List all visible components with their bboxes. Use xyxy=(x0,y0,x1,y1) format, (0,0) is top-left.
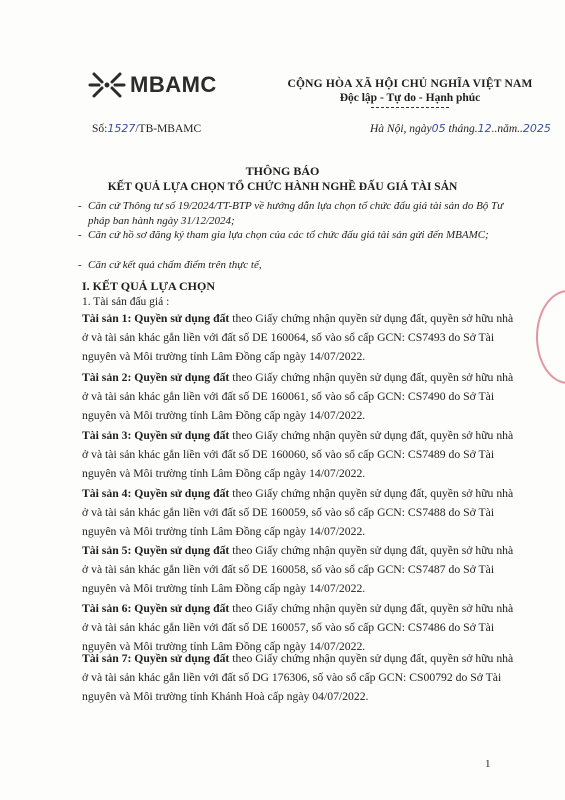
republic-name: CỘNG HÒA XÃ HỘI CHỦ NGHĨA VIỆT NAM xyxy=(287,78,533,90)
date-year-label: ..năm.. xyxy=(491,123,523,135)
asset-item: Tài sản 7: Quyền sử dụng đất theo Giấy chứng nhận quyền sử dụng đất, quyền sở hữu nhà ở và tài sản khác gắn liền với đất số DG 176306, số vào sổ cấp GCN: CS00792 do Sở Tài nguyên và Môi trường tỉnh Khánh Hoà cấp ngày 04/07/2022. xyxy=(82,652,514,703)
doc-number-suffix: /TB-MBAMC xyxy=(135,123,202,135)
asset-item: Tài sản 6: Quyền sử dụng đất theo Giấy chứng nhận quyền sử dụng đất, quyền sở hữu nhà ở và tài sản khác gắn liền với đất số DE 160057, số vào sổ cấp GCN: CS7486 do Sở Tài nguyên và Môi trường tỉnh Lâm Đồng cấp ngày 14/07/2022. xyxy=(82,602,514,653)
document-title: THÔNG BÁO xyxy=(245,164,320,178)
document-subtitle: KẾT QUẢ LỰA CHỌN TỔ CHỨC HÀNH NGHỀ ĐẤU GIÁ TÀI SẢN xyxy=(107,181,458,193)
document-number xyxy=(92,122,201,135)
legal-basis-item: - Căn cứ hồ sơ đăng ký tham gia lựa chọn của các tổ chức đấu giá tài sản gửi đến MBAMC; xyxy=(78,229,489,241)
section-heading: I. KẾT QUẢ LỰA CHỌN xyxy=(82,279,216,293)
asset-item: Tài sản 4: Quyền sử dụng đất theo Giấy chứng nhận quyền sử dụng đất, quyền sở hữu nhà ở và tài sản khác gắn liền với đất số DE 160059, số vào sổ cấp GCN: CS7488 do Sở Tài nguyên và Môi trường tỉnh Lâm Đồng cấp ngày 14/07/2022. xyxy=(82,487,514,538)
page-number: 1 xyxy=(485,758,491,770)
doc-number-prefix: Số: xyxy=(92,123,108,135)
legal-basis-item: - Căn cứ kết quả chấm điểm trên thực tế, xyxy=(78,259,262,271)
logo-text: MBAMC xyxy=(130,72,217,97)
date-month-label: tháng. xyxy=(445,123,478,135)
asset-item: Tài sản 2: Quyền sử dụng đất theo Giấy chứng nhận quyền sử dụng đất, quyền sở hữu nhà ở và tài sản khác gắn liền với đất số DE 160061, số vào sổ cấp GCN: CS7490 do Sở Tài nguyên và Môi trường tỉnh Lâm Đồng cấp ngày 14/07/2022. xyxy=(82,371,514,422)
asset-item: Tài sản 1: Quyền sử dụng đất theo Giấy chứng nhận quyền sử dụng đất, quyền sở hữu nhà ở và tài sản khác gắn liền với đất số DE 160064, số vào sổ cấp GCN: CS7493 do Sở Tài nguyên và Môi trường tỉnh Lâm Đồng cấp ngày 14/07/2022. xyxy=(82,312,514,363)
asset-item: Tài sản 5: Quyền sử dụng đất theo Giấy chứng nhận quyền sử dụng đất, quyền sở hữu nhà ở và tài sản khác gắn liền với đất số DE 160058, số vào sổ cấp GCN: CS7487 do Sở Tài nguyên và Môi trường tỉnh Lâm Đồng cấp ngày 14/07/2022. xyxy=(82,544,514,595)
date-place: Hà Nội, ngày xyxy=(370,123,432,135)
legal-basis-item: - Căn cứ Thông tư số 19/2024/TT-BTP về hướng dẫn lựa chọn tổ chức đấu giá tài sản do Bộ Tư pháp ban hành ngày 31/12/2024; xyxy=(78,200,504,227)
date-year: 2025 xyxy=(522,122,551,135)
asset-item: Tài sản 3: Quyền sử dụng đất theo Giấy chứng nhận quyền sử dụng đất, quyền sở hữu nhà ở và tài sản khác gắn liền với đất số DE 160060, số vào sổ cấp GCN: CS7489 do Sở Tài nguyên và Môi trường tỉnh Lâm Đồng cấp ngày 14/07/2022. xyxy=(82,429,514,480)
date-month: 12 xyxy=(477,122,492,135)
motto: Độc lập - Tự do - Hạnh phúc xyxy=(339,92,481,104)
red-seal-stamp xyxy=(536,290,565,384)
motto-underline xyxy=(371,107,449,108)
company-logo xyxy=(88,70,217,100)
national-motto xyxy=(285,78,535,108)
date-day: 05 xyxy=(431,122,446,135)
mbamc-star-icon xyxy=(88,70,126,100)
subsection-heading: 1. Tài sản đấu giá : xyxy=(82,296,170,308)
doc-number-handwritten: 1527 xyxy=(107,122,136,135)
issue-date xyxy=(370,122,551,135)
